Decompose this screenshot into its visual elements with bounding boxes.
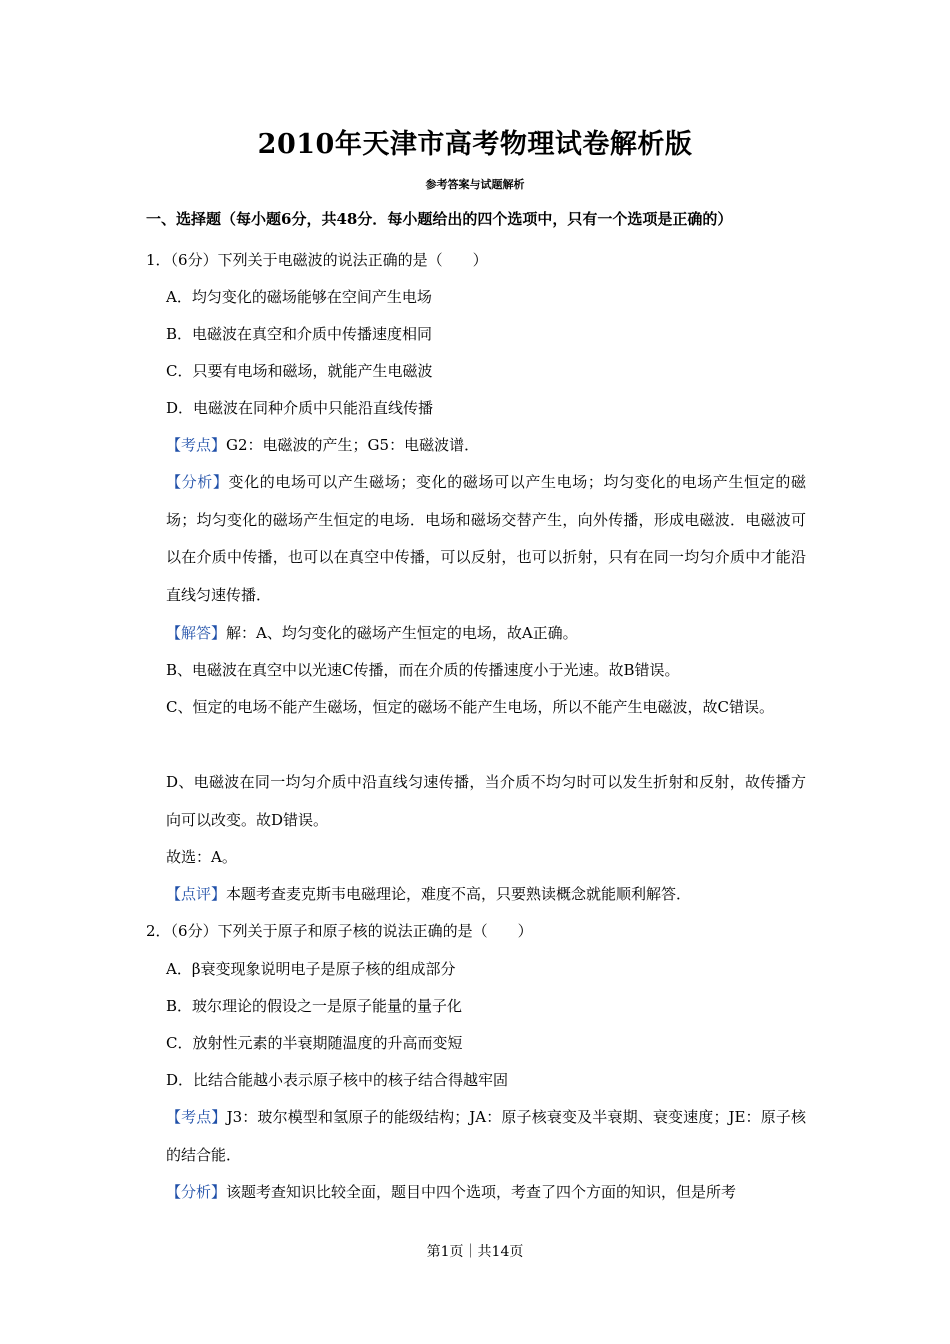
question-2-option-d: D．比结合能越小表示原子核中的核子结合得越牢固 (166, 1071, 509, 1089)
question-2-option-a: A．β衰变现象说明电子是原子核的组成部分 (166, 960, 456, 978)
question-1-option-a: A．均匀变化的磁场能够在空间产生电场 (166, 288, 432, 306)
question-1-option-c: C．只要有电场和磁场，就能产生电磁波 (166, 362, 433, 380)
question-2-kaodian (166, 1099, 806, 1174)
question-2-fenxi (166, 1181, 736, 1202)
question-1-answer: 故选：A。 (166, 848, 237, 866)
fenxi-tag: 【分析】 (166, 473, 229, 491)
fenxi-text: 变化的电场可以产生磁场；变化的磁场可以产生电场；均匀变化的电场产生恒定的磁场；均匀变化的磁场产生恒定的电场．电场和磁场交替产生，向外传播，形成电磁波．电磁波可以在介质中传播，也可以在真空中传播，可以反射，也可以折射，只有在同一均匀介质中才能沿直线匀速传播． (166, 473, 806, 604)
kaodian-text: J3：玻尔模型和氢原子的能级结构；JA：原子核衰变及半衰期、衰变速度；JE：原子核的结合能． (166, 1108, 806, 1164)
question-1-jieda (166, 622, 578, 643)
question-1-dianping (166, 883, 691, 904)
question-1-fenxi (166, 464, 806, 614)
section-heading: 一、选择题（每小题6分，共48分．每小题给出的四个选项中，只有一个选项是正确的） (146, 210, 733, 228)
kaodian-tag: 【考点】 (166, 1108, 227, 1126)
kaodian-tag: 【考点】 (166, 436, 227, 454)
question-1-stem: 1．（6分）下列关于电磁波的说法正确的是（ ） (146, 251, 488, 269)
dianping-tag: 【点评】 (166, 885, 227, 903)
document-subtitle: 参考答案与试题解析 (425, 178, 525, 191)
dianping-text: 本题考查麦克斯韦电磁理论，难度不高，只要熟读概念就能顺利解答． (226, 885, 692, 903)
question-1-jieda-d: D、电磁波在同一均匀介质中沿直线匀速传播，当介质不均匀时可以发生折射和反射，故传播方向可以改变。故D错误。 (166, 773, 806, 829)
question-2-option-b: B．玻尔理论的假设之一是原子能量的量子化 (166, 997, 463, 1015)
question-1-option-d: D．电磁波在同种介质中只能沿直线传播 (166, 399, 434, 417)
jieda-text: 解：A、均匀变化的磁场产生恒定的电场，故A正确。 (226, 624, 578, 642)
page-footer: 第1页｜共14页 (426, 1244, 524, 1260)
fenxi-text: 该题考查知识比较全面，题目中四个选项，考查了四个方面的知识，但是所考 (226, 1183, 737, 1201)
document-title: 2010年天津市高考物理试卷解析版 (257, 129, 693, 160)
question-1-jieda-b: B、电磁波在真空中以光速C传播，而在介质的传播速度小于光速。故B错误。 (166, 661, 680, 679)
question-1-kaodian (166, 434, 479, 455)
jieda-tag: 【解答】 (166, 624, 227, 642)
question-2-stem: 2．（6分）下列关于原子和原子核的说法正确的是（ ） (146, 922, 533, 940)
fenxi-tag: 【分析】 (166, 1183, 227, 1201)
question-1-jieda-c: C、恒定的电场不能产生磁场，恒定的磁场不能产生电场，所以不能产生电磁波，故C错误。 (166, 698, 774, 716)
question-1-option-b: B．电磁波在真空和介质中传播速度相同 (166, 325, 433, 343)
kaodian-text: G2：电磁波的产生；G5：电磁波谱． (226, 436, 480, 454)
question-2-option-c: C．放射性元素的半衰期随温度的升高而变短 (166, 1034, 463, 1052)
